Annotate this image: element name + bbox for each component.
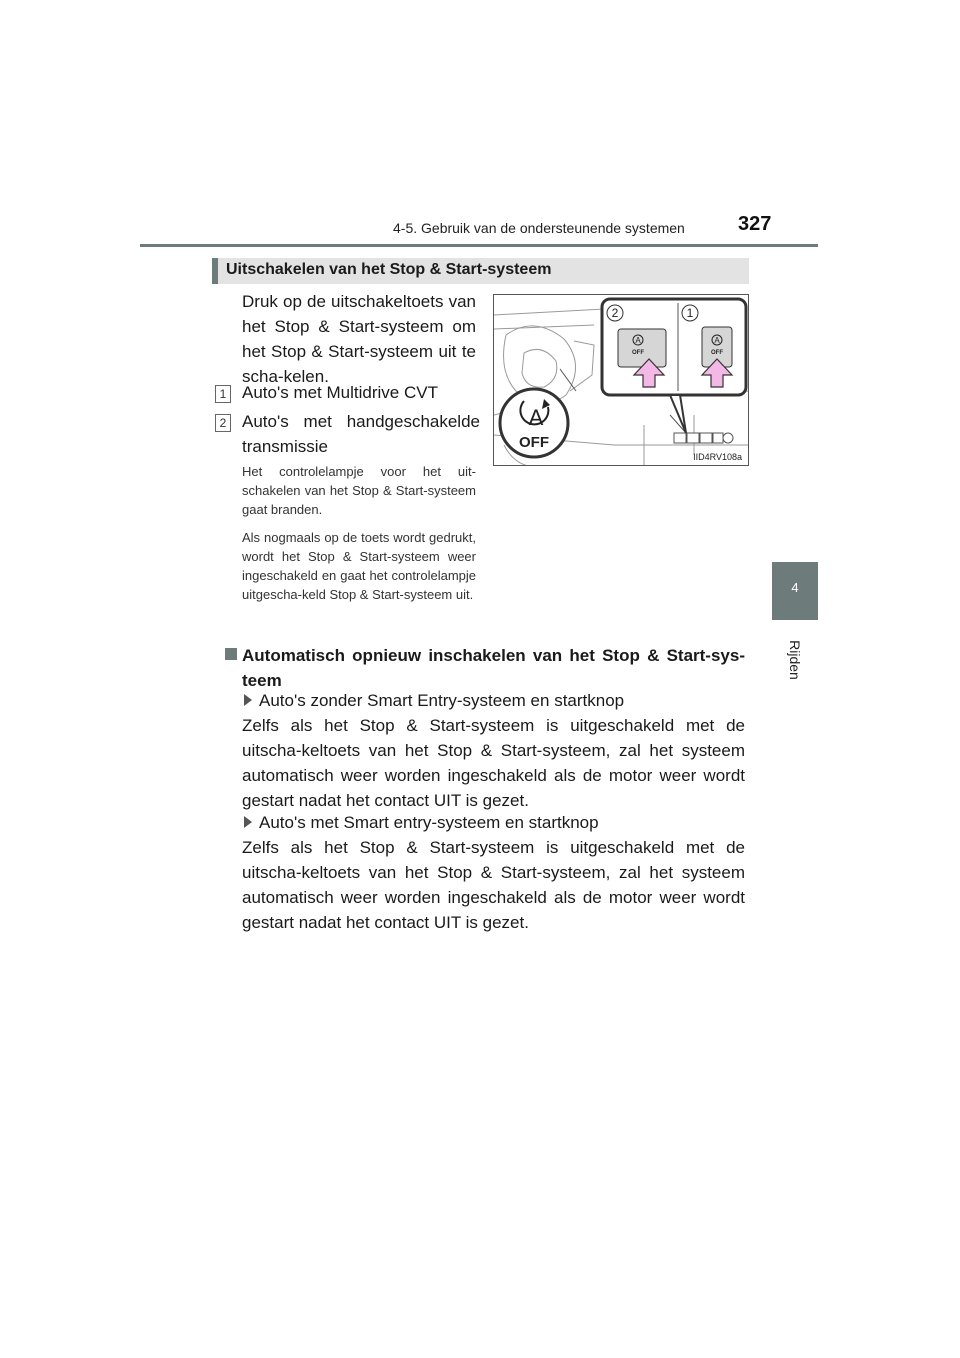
case-paragraph-2: Zelfs als het Stop & Start-systeem is uitgeschakeld met de uitscha-keltoets van het Stop & Start-systeem, zal het systeem automatisch weer worden ingeschakeld als de motor weer wordt gestart nadat het contact UIT is gezet. [242,838,745,932]
chapter-tab [772,562,818,620]
intro-text: Druk op de uitschakeltoets van het Stop & Start-systeem om het Stop & Start-systeem uit te scha-kelen. [242,292,476,386]
section-title: Uitschakelen van het Stop & Start-systeem [226,261,552,278]
page-number: 327 [738,213,772,235]
triangle-bullet-icon [244,694,252,706]
dashboard-illustration [494,295,749,466]
callout-number-1: 1 [686,306,694,320]
note-reactivate: Als nogmaals op de toets wordt gedrukt, wordt het Stop & Start-systeem weer ingeschakeld en gaat het controlelampje uitgescha-keld Stop & Start-systeem uit. [242,530,476,602]
small-button-letter: A [635,336,641,345]
big-button-label: OFF [519,434,549,451]
case-label-text: Auto's zonder Smart Entry-systeem en startknop [259,691,625,710]
header-divider [140,244,818,247]
small-button-letter: A [714,336,720,345]
case-label-2 [244,810,599,835]
case-label-1 [244,688,624,713]
figure-dashboard-switch [493,294,749,466]
triangle-bullet-icon [244,816,252,828]
callout-number-2: 2 [611,306,619,320]
section-heading-bar [212,258,749,284]
note-indicator-on: Het controlelampje voor het uit-schakelen van het Stop & Start-systeem gaat branden. [242,464,476,517]
figure-code: IID4RV108a [693,452,742,462]
header-section-title: 4-5. Gebruik van de ondersteunende systemen [393,220,685,236]
numbered-item-text: Auto's met handgeschakelde transmissie [242,412,480,456]
small-button-label: OFF [632,350,644,356]
case-label-text: Auto's met Smart entry-systeem en startknop [259,813,599,832]
numbered-item-text: Auto's met Multidrive CVT [242,383,438,402]
chapter-label: Rijden [787,640,803,680]
big-button-letter: A [528,405,544,430]
number-badge: 1 [215,385,231,403]
chapter-number: 4 [791,580,799,595]
number-badge: 2 [215,414,231,432]
case-paragraph-1: Zelfs als het Stop & Start-systeem is uitgeschakeld met de uitscha-keltoets van het Stop & Start-systeem, zal het systeem automatisch weer worden ingeschakeld als de motor weer wordt gestart nadat het contact UIT is gezet. [242,716,745,810]
small-button-label: OFF [711,350,723,356]
switch-button-2 [618,329,666,367]
subsection-title: Automatisch opnieuw inschakelen van het Stop & Start-sys-teem [242,646,745,690]
square-bullet-icon [225,648,237,660]
